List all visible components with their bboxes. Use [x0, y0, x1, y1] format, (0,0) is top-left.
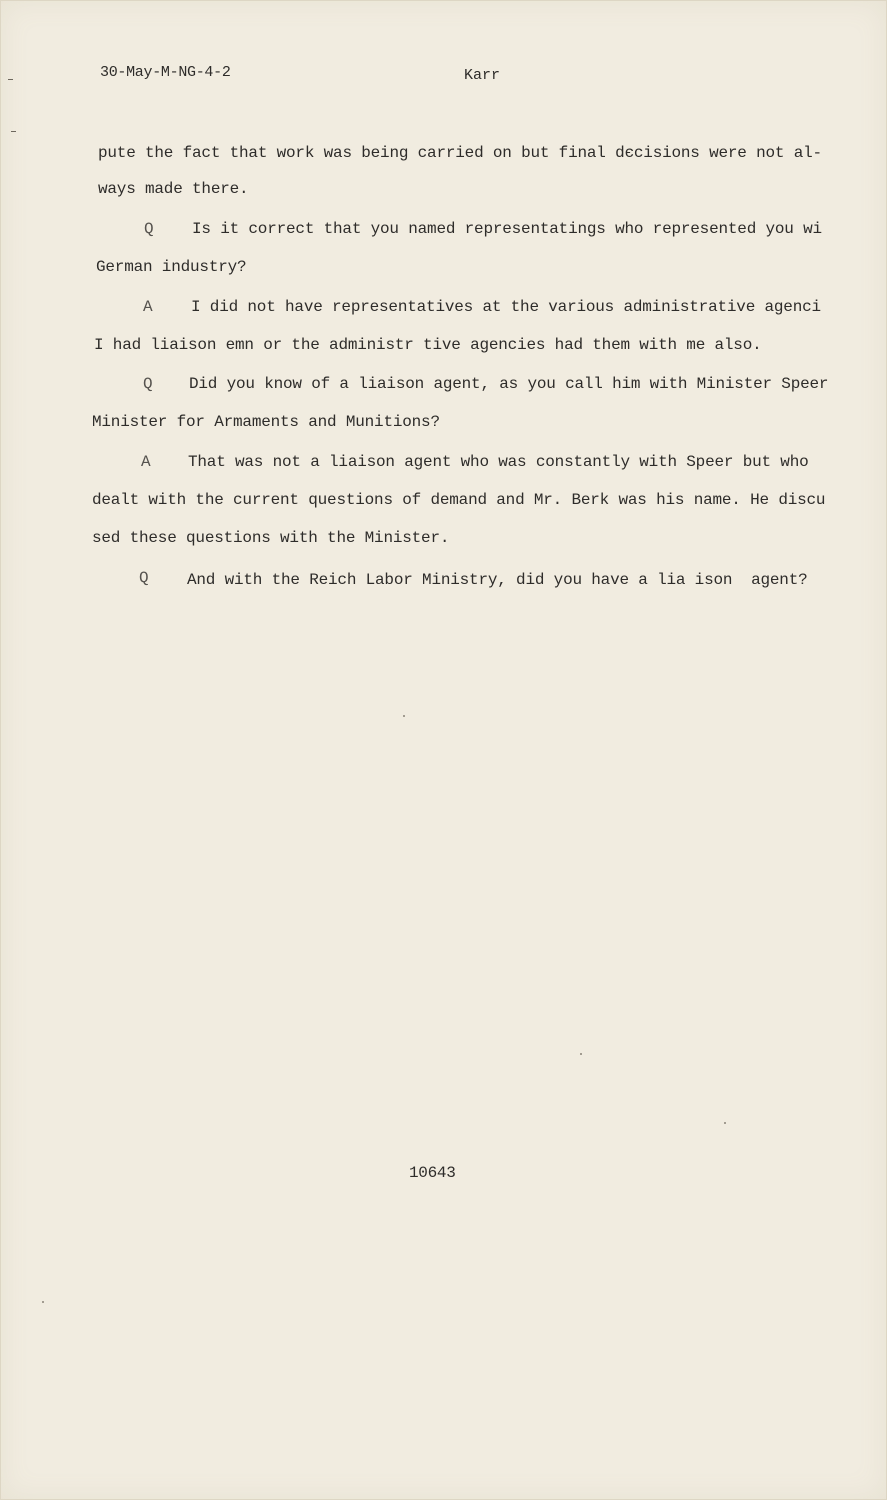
paper-speck — [42, 1301, 44, 1303]
text-line: I had liaison emn or the administr tive agencies had them with me also. — [94, 336, 762, 354]
text-line: sed these questions with the Minister. — [92, 529, 450, 547]
text-line: pute the fact that work was being carried on but final dєcisions were not al- — [98, 144, 822, 162]
text-line: Minister for Armaments and Munitions? — [92, 413, 440, 431]
page-number: 10643 — [409, 1164, 456, 1182]
text-line: And with the Reich Labor Ministry, did you have a lia ison agent? — [187, 571, 808, 589]
witness-name: Karr — [464, 67, 501, 84]
paper-speck — [403, 715, 405, 717]
text-line: Did you know of a liaison agent, as you call him with Minister Speer — [189, 375, 829, 393]
question-marker: Q — [144, 220, 154, 238]
text-line: German industry? — [96, 258, 247, 276]
answer-marker: A — [143, 298, 153, 316]
text-line: That was not a liaison agent who was constantly with Speer but who — [188, 453, 809, 471]
text-line: Is it correct that you named representatings who represented you wi — [192, 220, 822, 238]
question-marker: Q — [143, 375, 153, 393]
edge-mark — [11, 131, 16, 132]
answer-marker: A — [141, 453, 151, 471]
text-line: dealt with the current questions of demand and Mr. Berk was his name. He discu — [92, 491, 826, 509]
paper-speck — [724, 1122, 726, 1124]
paper-speck — [580, 1053, 582, 1055]
edge-mark — [8, 79, 13, 80]
text-line: I did not have representatives at the various administrative agenci — [191, 298, 821, 316]
text-line: ways made there. — [98, 180, 249, 198]
document-id: 30-May-M-NG-4-2 — [100, 64, 231, 81]
question-marker: Q — [139, 569, 149, 587]
